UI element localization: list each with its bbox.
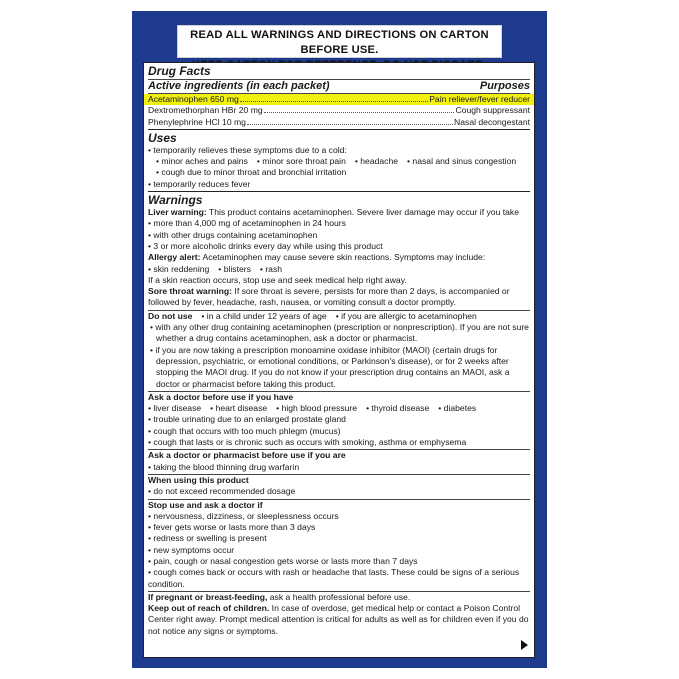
allergy-alert xyxy=(148,252,530,263)
sore-throat-label: Sore throat warning: xyxy=(148,286,233,297)
do-not-use-section xyxy=(148,311,530,392)
do-not-use-label: Do not use xyxy=(148,310,193,321)
keep-out-statement xyxy=(148,603,530,637)
uses-title: Uses xyxy=(148,130,177,145)
uses-row-1 xyxy=(148,156,530,167)
ask-pharmacist-section xyxy=(148,450,530,475)
ingredient-name: Dextromethorphan HBr 20 mg xyxy=(148,105,263,116)
ingredient-row xyxy=(148,117,530,128)
use-item: • minor sore throat pain xyxy=(256,156,346,167)
allergy-item: • skin reddening xyxy=(148,263,210,274)
ask-pharmacist-item: • taking the blood thinning drug warfarin xyxy=(148,461,300,472)
stop-use-section xyxy=(148,500,530,592)
pregnant-text: ask a health professional before use. xyxy=(267,591,411,602)
ask-doctor-label: Ask a doctor before use if you have xyxy=(148,391,294,402)
ingredient-purpose: Cough suppressant xyxy=(455,105,530,116)
condition-item: • thyroid disease xyxy=(366,403,430,414)
uses-row-2: • cough due to minor throat and bronchial irritation xyxy=(156,167,347,178)
warning-banner xyxy=(177,25,502,58)
keep-out-label: Keep out of reach of children. xyxy=(148,603,270,614)
stop-use-item: • redness or swelling is present xyxy=(148,533,267,544)
do-not-use-item: • if you are allergic to acetaminophen xyxy=(335,310,477,321)
ingredient-row xyxy=(148,105,530,116)
drug-facts-title-section xyxy=(148,64,530,80)
sore-throat-text: If sore throat is severe, persists for more than 2 days, is accompanied or followed by fever, headache, rash, nausea, or vomiting consult a doctor promptly. xyxy=(148,286,510,308)
keep-out-text: In case of overdose, get medical help or contact a Poison Control Center right away. Prompt medical attention is critical for adults as well as for children even if you do not notice any signs or symptoms. xyxy=(148,603,529,636)
ask-pharmacist-label: Ask a doctor or pharmacist before use if you are xyxy=(148,450,346,461)
allergy-item: • blisters xyxy=(218,263,251,274)
ingredient-purpose: Pain reliever/fever reducer xyxy=(429,94,530,104)
when-using-item: • do not exceed recommended dosage xyxy=(148,486,296,497)
liver-warning-text: This product contains acetaminophen. Severe liver damage may occur if you take xyxy=(206,207,519,218)
leader-dots xyxy=(247,124,453,125)
condition-item: • cough that occurs with too much phlegm (mucus) xyxy=(148,425,341,436)
stop-use-item: • cough comes back or occurs with rash or headache that lasts. These could be signs of a serious condition. xyxy=(148,567,520,589)
stop-use-item: • fever gets worse or lasts more than 3 days xyxy=(148,522,316,533)
do-not-use-row xyxy=(148,311,530,322)
ingredient-name: Phenylephrine HCl 10 mg xyxy=(148,116,246,127)
do-not-use-item: • if you are now taking a prescription monoamine oxidase inhibitor (MAOI) (certain drugs for depression, psychiatric, or emotional conditions, or Parkinson's disease), or for 2 weeks after stopping the MAOI drug. If you do not know if your prescription drug contains an MAOI, ask a doctor or pharmacist before taking this product. xyxy=(150,344,510,389)
when-using-section xyxy=(148,475,530,500)
allergy-items xyxy=(148,264,530,275)
condition-item: • trouble urinating due to an enlarged prostate gland xyxy=(148,414,346,425)
liver-item: • 3 or more alcoholic drinks every day while using this product xyxy=(148,240,383,251)
uses-last: • temporarily reduces fever xyxy=(148,178,251,189)
allergy-alert-text: Acetaminophen may cause severe skin reactions. Symptoms may include: xyxy=(200,252,486,263)
liver-warning xyxy=(148,207,530,218)
stop-use-item: • pain, cough or nasal congestion gets worse or lasts more than 7 days xyxy=(148,555,418,566)
purposes-label: Purposes xyxy=(479,80,530,92)
pregnant-label: If pregnant or breast-feeding, xyxy=(148,591,268,602)
active-ingredients-label: Active ingredients (in each packet) xyxy=(148,80,330,92)
condition-item: • heart disease xyxy=(210,403,268,414)
when-using-label: When using this product xyxy=(148,474,249,485)
pregnant-statement xyxy=(148,592,530,603)
leader-dots xyxy=(264,112,455,113)
condition-item: • cough that lasts or is chronic such as occurs with smoking, asthma or emphysema xyxy=(148,437,467,448)
use-item: • nasal and sinus congestion xyxy=(407,156,517,167)
stop-use-item: • new symptoms occur xyxy=(148,544,235,555)
final-section xyxy=(148,592,530,637)
liver-warning-label: Liver warning: xyxy=(148,207,207,218)
drug-facts-title: Drug Facts xyxy=(148,64,211,78)
active-ingredients-header xyxy=(148,80,530,94)
condition-item: • diabetes xyxy=(438,403,477,414)
ingredient-name: Acetaminophen 650 mg xyxy=(148,94,239,104)
sore-throat-warning xyxy=(148,286,530,309)
use-item: • minor aches and pains xyxy=(156,156,248,167)
leader-dots xyxy=(240,101,428,102)
condition-item: • high blood pressure xyxy=(276,403,358,414)
stop-use-item: • nervousness, dizziness, or sleeplessness occurs xyxy=(148,510,339,521)
ask-doctor-row xyxy=(148,403,530,414)
allergy-after: If a skin reaction occurs, stop use and seek medical help right away. xyxy=(148,274,407,285)
do-not-use-item: • in a child under 12 years of age xyxy=(201,310,327,321)
use-item: • headache xyxy=(354,156,399,167)
stop-use-label: Stop use and ask a doctor if xyxy=(148,499,263,510)
warnings-title: Warnings xyxy=(148,193,203,208)
ingredient-purpose: Nasal decongestant xyxy=(454,116,530,127)
uses-section xyxy=(148,131,530,192)
allergy-item: • rash xyxy=(259,263,283,274)
uses-intro: • temporarily relieves these symptoms due to a cold: xyxy=(148,144,347,155)
continue-arrow-icon xyxy=(521,640,528,650)
ask-doctor-section xyxy=(148,392,530,450)
warnings-section xyxy=(148,193,530,311)
do-not-use-item: • with any other drug containing acetaminophen (prescription or nonprescription). If you are not sure whether a drug contains acetaminophen, ask a doctor or pharmacist. xyxy=(150,322,529,344)
condition-item: • liver disease xyxy=(148,403,202,414)
active-ingredients-section xyxy=(148,80,530,130)
drug-facts-panel xyxy=(143,62,535,658)
liver-item: • more than 4,000 mg of acetaminophen in 24 hours xyxy=(148,218,346,229)
allergy-alert-label: Allergy alert: xyxy=(148,252,201,263)
ingredient-row xyxy=(144,94,534,105)
banner-line-1: READ ALL WARNINGS AND DIRECTIONS ON CARTON BEFORE USE. xyxy=(190,29,489,56)
liver-item: • with other drugs containing acetaminophen xyxy=(148,229,318,240)
